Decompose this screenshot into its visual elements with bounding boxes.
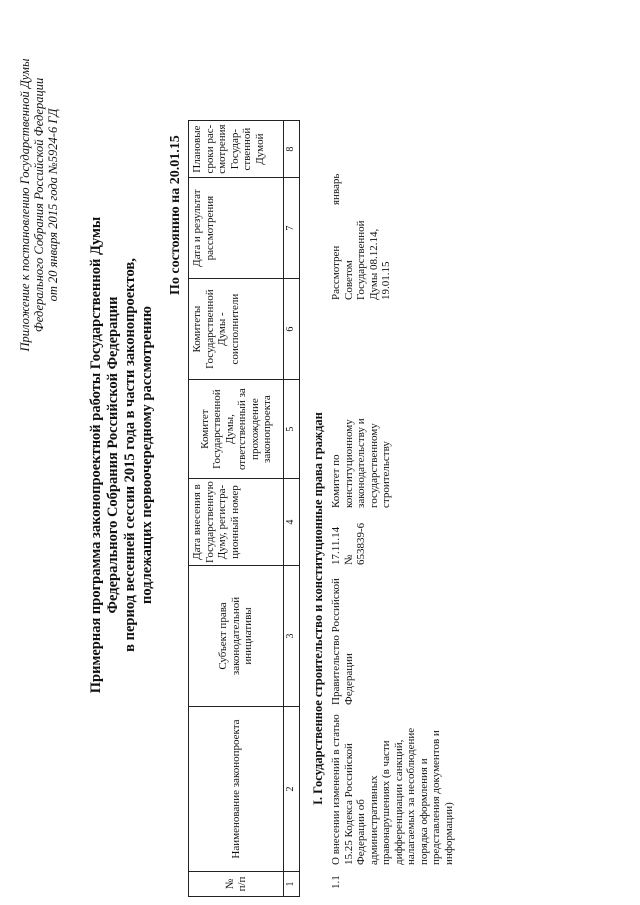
bill-result: Рассмотрен Советом Государственной Думы 08.12.14, 19.01.15: [330, 220, 392, 300]
title-line: Примерная программа законопроектной работы Государственной Думы: [88, 216, 104, 694]
header-result: Дата и результат рассмотрения: [189, 178, 284, 279]
document-title: [88, 175, 156, 735]
bill-subject: Правительство Российской Федерации: [330, 578, 355, 705]
title-line: Федерального Собрания Российской Федерации: [105, 296, 121, 614]
header-committee: Комитет Государственной Думы, ответственный за прохождение законопроекта: [189, 380, 284, 479]
appendix-note-line: Приложение к постановлению Государственной Думы: [18, 58, 32, 352]
bill-committee: Комитет по конституционному законодательству и государственному строительству: [330, 418, 392, 508]
section-title: I. Государственное строительство и конституционные права граждан: [311, 412, 325, 805]
column-number: 6: [284, 279, 300, 380]
bill-planned: январь: [330, 173, 342, 205]
column-number: 4: [284, 479, 300, 566]
header-subject: Субъект права законодательной инициативы: [189, 566, 284, 707]
bill-date-registration: 17.11.14 № 653839-6: [330, 522, 367, 565]
header-date: Дата внесения в Государственную Думу, регистра-ционный номер: [189, 479, 284, 566]
header-name: Наименование законопроекта: [189, 707, 284, 872]
column-number: 8: [284, 121, 300, 178]
header-num: № п/п: [189, 872, 284, 897]
table-header-row: [189, 121, 284, 897]
header-co-committees: Комитеты Государственной Думы - соисполнители: [189, 279, 284, 380]
status-date: По состоянию на 20.01.15: [168, 135, 183, 295]
column-number: 2: [284, 707, 300, 872]
header-planned: Плановые сроки рас-смотрения Государ-ственной Думой: [189, 121, 284, 178]
title-line: в период весенней сессии 2015 года в части законопроектов,: [122, 258, 138, 652]
appendix-note-line: от 20 января 2015 года №5924-6 ГД: [46, 108, 60, 302]
appendix-note: [18, 25, 60, 385]
title-line: подлежащих первоочередному рассмотрению: [139, 306, 155, 604]
column-number: 5: [284, 380, 300, 479]
row-number: 1.1: [330, 875, 342, 889]
column-number: 3: [284, 566, 300, 707]
column-number: 7: [284, 178, 300, 279]
appendix-note-line: Федерального Собрания Российской Федерации: [32, 77, 46, 333]
bill-name: О внесении изменений в статью 15.25 Кодекса Российской Федерации об административных правонарушениях (в части дифференциации санкций, налагаемых за несоблюдение порядка оформления и представления документов и информации): [330, 714, 455, 865]
column-number: 1: [284, 872, 300, 897]
column-number-row: [284, 121, 300, 897]
program-table: [188, 120, 300, 897]
